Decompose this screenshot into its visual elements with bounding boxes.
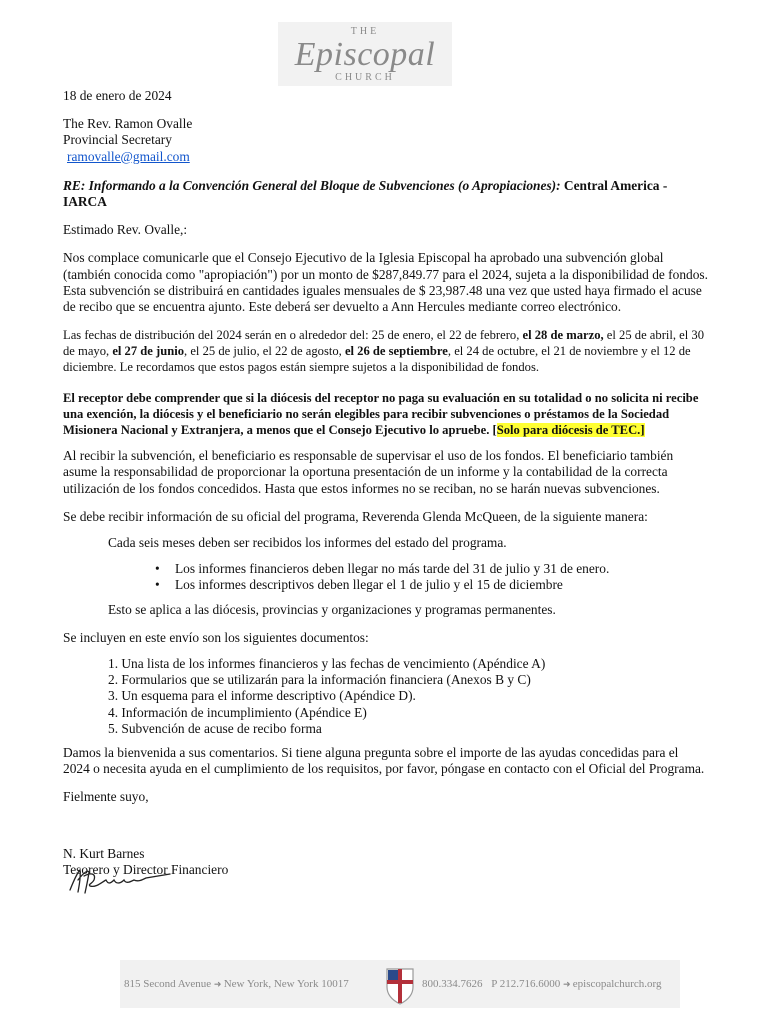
arrow-icon: ➜ xyxy=(562,979,573,989)
list-item: 5. Subvención de acuse de recibo forma xyxy=(108,720,322,736)
dates-text-4: , el 24 de octubre, el 21 de noviembre y el 12 de diciembre. Le recordamos que estos pagos están siempre sujetos a la disponibilidad de fondos. xyxy=(63,344,691,375)
warning-highlight: Solo para diócesis de TEC.] xyxy=(496,423,645,438)
footer-web-link[interactable]: episcopalchurch.org xyxy=(572,978,662,990)
recipient-title: Provincial Secretary xyxy=(63,132,172,148)
list-item: 4. Información de incumplimiento (Apéndice E) xyxy=(108,704,367,720)
arrow-icon: ➜ xyxy=(213,979,224,989)
recipient-name: The Rev. Ramon Ovalle xyxy=(63,116,193,132)
footer-contact xyxy=(422,978,661,990)
six-month-reports: Cada seis meses deben ser recibidos los informes del estado del programa. xyxy=(108,535,507,551)
footer-phone: 800.334.7626 xyxy=(422,978,483,990)
signer-name: N. Kurt Barnes xyxy=(63,845,145,861)
dates-text-1: Las fechas de distribución del 2024 serán en o alrededor del: 25 de enero, el 22 de febrero, xyxy=(63,328,523,343)
signer-title: Tesorero y Director Financiero xyxy=(63,861,229,877)
report-deadlines-list xyxy=(63,561,708,593)
footer-city: New York, New York 10017 xyxy=(223,978,349,990)
warning-text: El receptor debe comprender que si la diócesis del receptor no paga su evaluación en su totalidad o no solicita ni recibe una exención, la diócesis y el beneficiario no serán elegibles para recibir subvenciones o préstamos de la Sociedad Misionera Nacional y Extranjera, a menos que el Consejo Ejecutivo lo apruebe. [ xyxy=(63,391,699,438)
logo-name: Episcopal xyxy=(294,36,436,73)
responsibility-paragraph: Al recibir la subvención, el beneficiario es responsable de supervisar el uso de los fondos. El beneficiario también asume la responsabilidad de proporcionar la oportuna presentación de un informe y la contabilidad de la correcta utilización de los fondos concedidos. Hasta que estos informes no se reciban, no se harán nuevas subvenciones. xyxy=(63,448,674,496)
list-item: 1. Una lista de los informes financieros y las fechas de vencimiento (Apéndice A) xyxy=(108,656,546,672)
enclosed-docs-list xyxy=(63,656,708,737)
recipient-email-line xyxy=(63,149,708,165)
footer-street: 815 Second Avenue xyxy=(124,978,212,990)
letter-body xyxy=(63,88,708,878)
salutation: Estimado Rev. Ovalle,: xyxy=(63,222,188,238)
list-item: 3. Un esquema para el informe descriptivo (Apéndice D). xyxy=(108,688,416,704)
letter-date: 18 de enero de 2024 xyxy=(63,88,172,103)
dates-text-3: , el 25 de julio, el 22 de agosto, xyxy=(184,344,345,359)
dates-bold-3: el 26 de septiembre xyxy=(344,344,448,359)
list-item: 2. Formularios que se utilizarán para la información financiera (Anexos B y C) xyxy=(108,672,531,688)
episcopal-church-logo xyxy=(278,22,452,86)
subject-line xyxy=(63,178,708,210)
subject-rest: Central America - IARCA xyxy=(63,177,668,210)
dates-bold-1: el 28 de marzo, xyxy=(522,328,604,343)
letterhead-footer xyxy=(120,960,680,1008)
footer-address xyxy=(124,978,349,990)
distribution-dates-paragraph xyxy=(63,327,708,375)
program-officer-paragraph: Se debe recibir información de su oficial del programa, Reverenda Glenda McQueen, de la siguiente manera: xyxy=(63,508,648,524)
warning-paragraph xyxy=(63,390,708,438)
subject-italic: RE: Informando a la Convención General del Bloque de Subvenciones (o Apropiaciones): xyxy=(63,177,561,193)
applies-to-note: Esto se aplica a las diócesis, provincias y organizaciones y programas permanentes. xyxy=(108,601,556,617)
list-item: • Los informes financieros deben llegar no más tarde del 31 de julio y 31 de enero. xyxy=(155,561,708,577)
logo-church: CHURCH xyxy=(335,72,395,83)
dates-text-2: el 25 de abril, el 30 de mayo, xyxy=(63,328,705,359)
grant-paragraph: Nos complace comunicarle que el Consejo Ejecutivo de la Iglesia Episcopal ha aprobado una subvención global (también conocida como "apropiación") por un monto de $287,849.77 para el 2024, sujeta a la disponibilidad de fondos. Esta subvención se distribuirá en cantidades iguales mensuales de $ 23,987.48 una vez que usted haya firmado el acuse de recibo que se encuentra ajunto. Este deberá ser devuelto a Ann Hercules mediante correo electrónico. xyxy=(63,250,708,315)
list-item: • Los informes descriptivos deben llegar el 1 de julio y el 15 de diciembre xyxy=(155,577,708,593)
logo-the: THE xyxy=(350,26,380,37)
handwritten-signature xyxy=(66,866,174,896)
footer-fax: P 212.716.6000 xyxy=(491,978,561,990)
comments-paragraph: Damos la bienvenida a sus comentarios. Si tiene alguna pregunta sobre el importe de las ayudas concedidas para el 2024 o necesita ayuda en el cumplimiento de los requisitos, por favor, póngase en contacto con el Oficial del Programa. xyxy=(63,745,705,777)
recipient-email-link[interactable]: ramovalle@gmail.com xyxy=(67,148,190,164)
enclosed-docs-intro: Se incluyen en este envío son los siguientes documentos: xyxy=(63,629,369,645)
closing: Fielmente suyo, xyxy=(63,789,149,805)
dates-bold-2: el 27 de junio xyxy=(112,344,185,359)
episcopal-shield-icon xyxy=(385,967,415,1005)
